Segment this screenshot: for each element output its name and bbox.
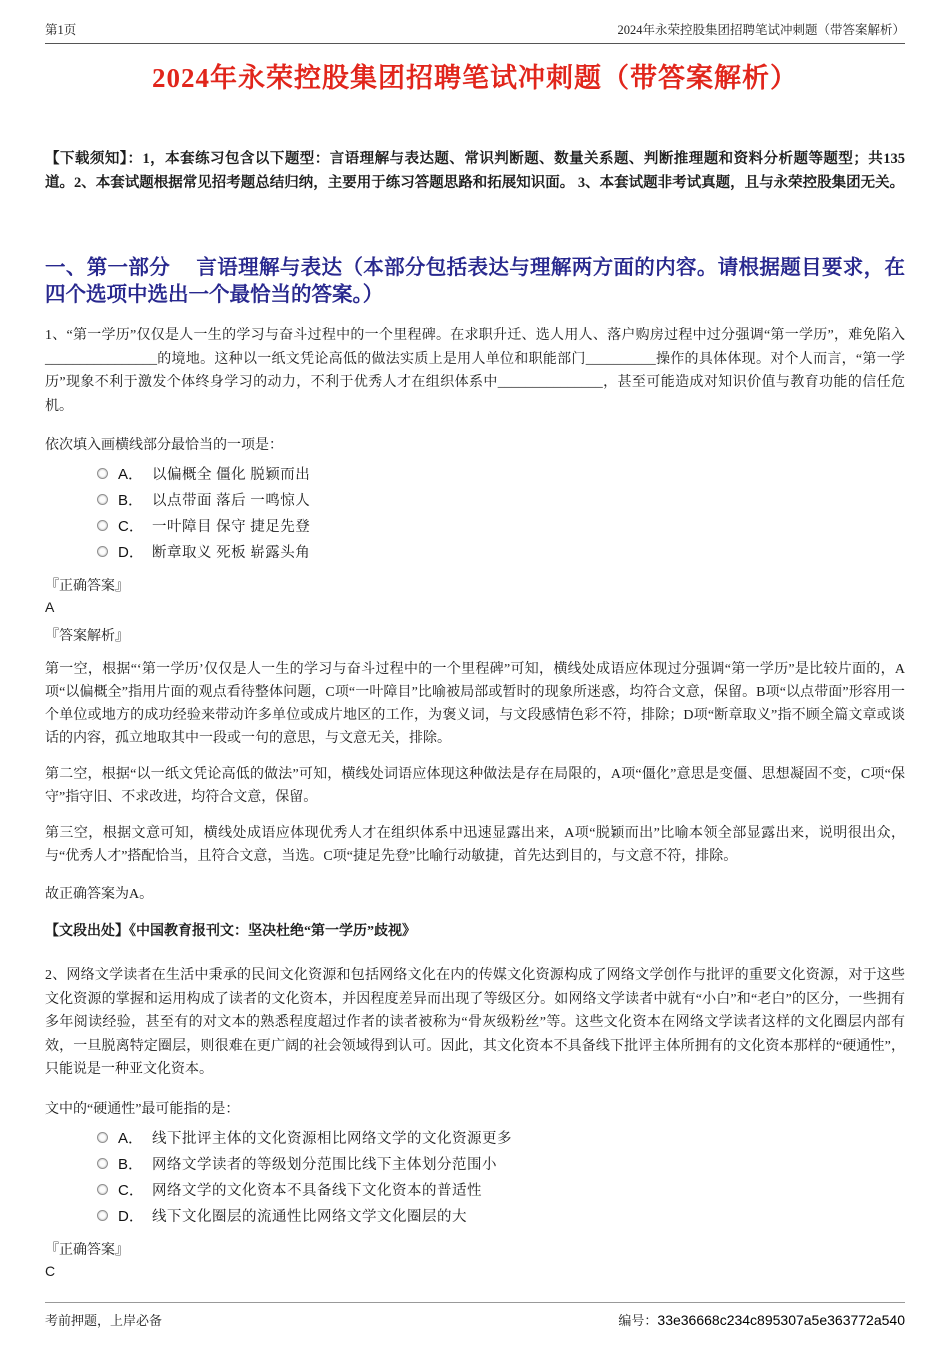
question-1-option-d[interactable] xyxy=(97,542,905,561)
analysis-paragraph-1: 第一空，根据“‘第一学历’仅仅是人一生的学习与奋斗过程中的一个里程碑”可知，横线处成语应体现过分强调“第一学历”是比较片面的，A项“以偏概全”指用片面的观点看待整体问题，C项“一叶障目”比喻被局部或暂时的现象所迷惑，均符合文意，保留。B项“以点带面”形容用一个单位或地方的成功经验来带动许多单位或成片地区的工作，为褒义词，与文段感情色彩不符，排除；D项“断章取义”指不顾全篇文章或谈话的内容，孤立地取其中一段或一句的意思，与文意无关，排除。 xyxy=(45,662,905,746)
radio-button-icon[interactable] xyxy=(97,546,108,557)
radio-button-icon[interactable] xyxy=(97,1210,108,1221)
analysis-paragraph-3: 第三空，根据文意可知，横线处成语应体现优秀人才在组织体系中迅速显露出来，A项“脱颖而出”比喻本领全部显露出来，说明很出众，与“优秀人才”搭配恰当，且符合文意，当选。C项“捷足先登”比喻行动敏捷，首先达到目的，与文意不符，排除。 xyxy=(45,826,905,864)
footer-code: 33e36668c234c895307a5e363772a540 xyxy=(657,1312,905,1328)
page-header xyxy=(45,0,905,44)
option-text: 网络文学读者的等级划分范围比线下主体划分范围小 xyxy=(152,1156,497,1173)
option-letter: C． xyxy=(118,518,144,535)
question-2-option-b[interactable] xyxy=(97,1154,905,1173)
question-2-prompt: 文中的“硬通性”最可能指的是： xyxy=(45,1101,240,1117)
correct-answer-value: C xyxy=(45,1262,56,1279)
option-text: 断章取义 死板 崭露头角 xyxy=(152,545,311,561)
option-letter: A． xyxy=(118,1129,144,1147)
radio-button-icon[interactable] xyxy=(97,1184,108,1195)
page-footer xyxy=(45,1302,905,1329)
option-text: 线下批评主体的文化资源相比网络文学的文化资源更多 xyxy=(152,1130,512,1147)
option-letter: B． xyxy=(118,492,144,509)
question-2-option-a[interactable] xyxy=(97,1128,905,1147)
question-1 xyxy=(45,324,905,940)
footer-slogan: 考前押题，上岸必备 xyxy=(45,1313,163,1328)
footer-serial xyxy=(618,1310,905,1329)
question-1-stem: 1、“第一学历”仅仅是人一生的学习与奋斗过程中的一个里程碑。在求职升迁、选人用人、落户购房过程中过分强调“第一学历”，难免陷入________________的境地。这种以一纸文凭论高低的做法实质上是用人单位和职能部门__________操作的具体体现。对个人而言，“第一学历”现象不利于激发个体终身学习的动力，不利于优秀人才在组织体系中_______________，甚至可能造成对知识价值与教育功能的信任危机。 xyxy=(45,328,905,414)
passage-source: 【文段出处】《中国教育报刊文：坚决杜绝“第一学历”歧视》 xyxy=(45,924,416,939)
question-2-option-c[interactable] xyxy=(97,1180,905,1199)
option-text: 以点带面 落后 一鸣惊人 xyxy=(152,493,311,509)
document-title: 2024年永荣控股集团招聘笔试冲刺题（带答案解析） xyxy=(152,63,798,93)
download-notice: 【下载须知】：1，本套练习包含以下题型：言语理解与表达题、常识判断题、数量关系题、判断推理题和资料分析题等题型；共135道。2、本套试题根据常见招考题总结归纳，主要用于练习答题思路和拓展知识面。 3、本套试题非考试真题，且与永荣控股集团无关。 xyxy=(45,151,905,191)
radio-button-icon[interactable] xyxy=(97,1132,108,1143)
footer-code-label: 编号： xyxy=(618,1313,658,1328)
analysis-conclusion: 故正确答案为A。 xyxy=(45,887,154,902)
header-doc-title: 2024年永荣控股集团招聘笔试冲刺题（带答案解析） xyxy=(617,23,905,37)
question-1-options xyxy=(97,464,905,561)
question-1-option-a[interactable] xyxy=(97,464,905,483)
question-1-option-b[interactable] xyxy=(97,490,905,509)
correct-answer-label: 『正确答案』 xyxy=(45,579,129,594)
radio-button-icon[interactable] xyxy=(97,494,108,505)
question-2-options xyxy=(97,1128,905,1225)
option-letter: A． xyxy=(118,466,144,483)
question-2-option-d[interactable] xyxy=(97,1206,905,1225)
page-number: 第1页 xyxy=(45,23,77,37)
section-heading: 一、第一部分 言语理解与表达（本部分包括表达与理解两方面的内容。请根据题目要求，在四个选项中选出一个最恰当的答案。） xyxy=(45,257,905,306)
option-letter: B． xyxy=(118,1155,144,1173)
option-text: 网络文学的文化资本不具备线下文化资本的普适性 xyxy=(152,1182,482,1199)
question-1-prompt: 依次填入画横线部分最恰当的一项是： xyxy=(45,438,283,453)
option-text: 以偏概全 僵化 脱颖而出 xyxy=(152,467,311,483)
correct-answer-value: A xyxy=(45,599,55,615)
option-text: 一叶障目 保守 捷足先登 xyxy=(152,519,311,535)
correct-answer-label: 『正确答案』 xyxy=(45,1242,129,1258)
radio-button-icon[interactable] xyxy=(97,1158,108,1169)
radio-button-icon[interactable] xyxy=(97,468,108,479)
option-text: 线下文化圈层的流通性比网络文学文化圈层的大 xyxy=(152,1208,467,1225)
question-2 xyxy=(45,964,905,1279)
question-1-option-c[interactable] xyxy=(97,516,905,535)
radio-button-icon[interactable] xyxy=(97,520,108,531)
analysis-label: 『答案解析』 xyxy=(45,629,129,644)
analysis-paragraph-2: 第二空，根据“以一纸文凭论高低的做法”可知，横线处词语应体现这种做法是存在局限的，A项“僵化”意思是变僵、思想凝固不变，C项“保守”指守旧、不求改进，均符合文意，保留。 xyxy=(45,767,905,805)
option-letter: C． xyxy=(118,1181,144,1199)
option-letter: D． xyxy=(118,1207,144,1225)
question-2-stem: 2、网络文学读者在生活中秉承的民间文化资源和包括网络文化在内的传媒文化资源构成了网络文学创作与批评的重要文化资源，对于这些文化资源的掌握和运用构成了读者的文化资本，并因程度差异而出现了等级区分。如网络文学读者中就有“小白”和“老白”的区分，一些拥有多年阅读经验，甚至有的对文本的熟悉程度超过作者的读者被称为“骨灰级粉丝”等。这些文化资本在网络文学读者这样的文化圈层内部有效，一旦脱离特定圈层，则很难在更广阔的社会领域得到认可。因此，其文化资本不具备线下批评主体所拥有的文化资本那样的“硬通性”，只能说是一种亚文化资本。 xyxy=(45,968,905,1077)
option-letter: D． xyxy=(118,544,144,561)
